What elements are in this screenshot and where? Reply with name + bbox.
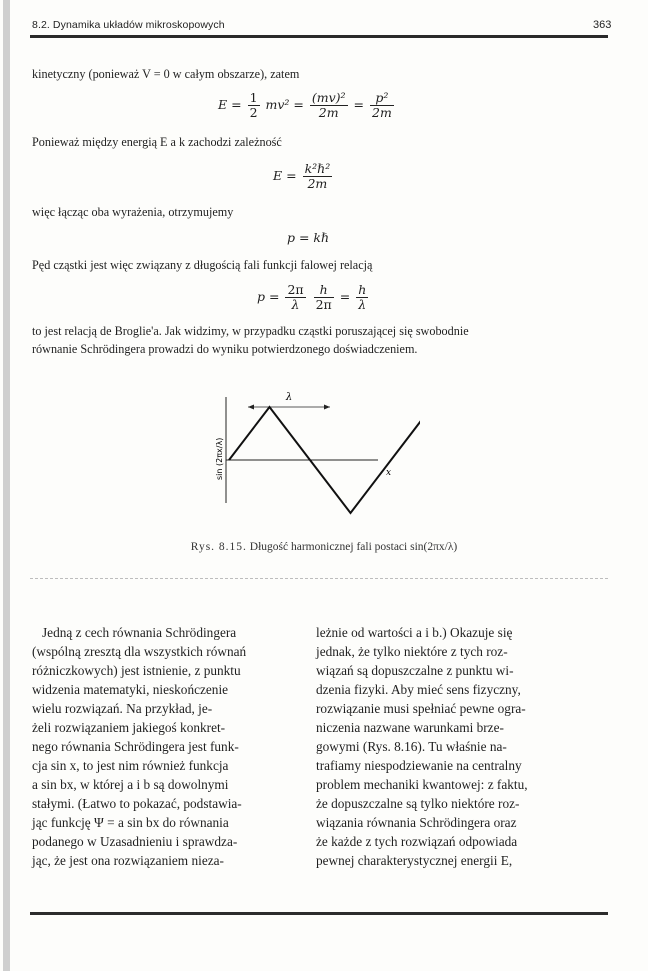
left-col-line: podanego w Uzasadnieniu i sprawdza- (32, 834, 238, 849)
left-col-line: a sin bx, w której a i b są dowolnymi (32, 777, 229, 792)
eq1-f2-num: (mv)² (311, 90, 346, 105)
text-column-left (32, 623, 294, 870)
equation-energy-momentum (218, 91, 396, 120)
footer-rule (30, 912, 608, 915)
eq2-num: k²ℏ² (304, 161, 331, 176)
body-line-6: równanie Schrödingera prowadzi do wyniku potwierdzonego doświadczeniem. (32, 342, 418, 356)
header-rule (30, 35, 608, 38)
left-col-line: nego równania Schrödingera jest funk- (32, 739, 239, 754)
right-col-line: wiązań są dopuszczalne z punktu wi- (316, 663, 514, 678)
left-col-line: wielu rozwiązań. Na przykład, je- (32, 701, 213, 716)
left-col-line: żeli rozwiązaniem jakiegoś konkret- (32, 720, 226, 735)
body-line-2: Ponieważ między energią E a k zachodzi zależność (32, 135, 282, 149)
right-col-line: że każde z tych rozwiązań odpowiada (316, 834, 518, 849)
right-col-line: pewnej charakterystycznej energii E, (316, 853, 513, 868)
eq1-lhs: E = (218, 97, 242, 112)
figure-caption-text: Długość harmonicznej fali postaci sin(2πx/λ) (249, 541, 458, 553)
body-line-1: kinetyczny (ponieważ V = 0 w całym obszarze), zatem (32, 67, 300, 81)
wavelength-label: λ (285, 392, 293, 403)
y-axis-label: sin (2πx/λ) (215, 437, 224, 480)
eq1-f1-num: 1 (249, 90, 258, 105)
left-col-line: cja sin x, to jest nim również funkcja (32, 758, 229, 773)
eq4-f3-num: h (358, 282, 367, 297)
wavelength-arrow-left (248, 405, 254, 410)
eq1-mid: mv² = (265, 97, 304, 112)
eq1-f3-num: p² (370, 91, 394, 106)
body-line-4: Pęd cząstki jest więc związany z długością fali funkcji falowej relacją (32, 258, 373, 272)
text-column-right (316, 623, 596, 870)
right-col-line: jednak, że tylko niektóre z tych roz- (316, 644, 508, 659)
x-axis-label: x (386, 468, 392, 478)
section-separator (30, 578, 608, 579)
right-col-line: wiązania równania Schrödingera oraz (316, 815, 517, 830)
right-col-line: gowymi (Rys. 8.16). Tu właśnie na- (316, 739, 507, 754)
body-line-3: więc łącząc oba wyrażenia, otrzymujemy (32, 205, 234, 219)
body-line-5: to jest relacją de Broglie'a. Jak widzimy, w przypadku cząstki poruszającej się swobodnie (32, 324, 469, 338)
eq4-fraction-1 (285, 283, 305, 312)
eq4-equals: = (339, 289, 351, 304)
left-col-line: jąc, że jest ona rozwiązaniem nieza- (32, 853, 224, 868)
eq1-fraction-p (370, 91, 394, 120)
eq1-equals: = (353, 97, 365, 112)
eq4-fraction-3 (356, 283, 368, 312)
right-col-line: problem mechaniki kwantowej: z faktu, (316, 777, 528, 792)
eq1-fraction-half (248, 91, 260, 120)
eq4-f1-den: λ (291, 297, 300, 312)
left-col-line: (wspólną zresztą dla wszystkich równań (32, 644, 247, 659)
sine-wave-figure (200, 385, 420, 520)
eq2-den: 2m (307, 176, 328, 191)
equation-de-broglie (257, 283, 370, 312)
left-col-line: stałymi. (Łatwo to pokazać, podstawia- (32, 796, 242, 811)
eq4-fraction-2 (314, 283, 334, 312)
wavelength-arrow-right (324, 405, 330, 410)
eq1-fraction-mv (310, 91, 348, 120)
eq1-f1-den: 2 (249, 105, 258, 120)
page-edge-shadow (3, 0, 10, 971)
page-number: 363 (593, 19, 612, 31)
equation-p-k: p = kℏ (287, 230, 330, 245)
eq4-f3-den: λ (358, 297, 367, 312)
right-col-line: niczenia nazwane warunkami brze- (316, 720, 504, 735)
right-col-line: że dopuszczalne są tylko niektóre roz- (316, 796, 520, 811)
left-col-line: widzenia matematyki, nieskończenie (32, 682, 229, 697)
right-col-line: rozwiązanie musi spełniać pewne ogra- (316, 701, 526, 716)
eq4-f1-num: 2π (287, 282, 304, 297)
running-head: 8.2. Dynamika układów mikroskopowych (32, 19, 225, 31)
right-col-line: dzenia fizyki. Aby mieć sens fizyczny, (316, 682, 521, 697)
right-col-line: leżnie od wartości a i b.) Okazuje się (316, 625, 513, 640)
eq1-f3-den: 2m (372, 105, 392, 120)
left-col-line: różniczkowych) jest istnienie, z punktu (32, 663, 241, 678)
eq4-lhs: p = (257, 289, 280, 304)
left-col-line: jąc funkcję Ψ = a sin bx do równania (32, 815, 229, 830)
eq2-fraction (303, 162, 333, 191)
left-col-line: Jedną z cech równania Schrödingera (42, 625, 237, 640)
equation-energy-k (273, 162, 334, 191)
figure-caption (0, 541, 648, 553)
eq4-f2-den: 2π (315, 297, 332, 312)
eq2-lhs: E = (273, 168, 297, 183)
eq4-f2-num: h (314, 283, 334, 298)
right-col-line: trafiamy niespodziewanie na centralny (316, 758, 522, 773)
eq1-f2-den: 2m (318, 105, 339, 120)
figure-caption-label: Rys. 8.15. (190, 541, 247, 553)
